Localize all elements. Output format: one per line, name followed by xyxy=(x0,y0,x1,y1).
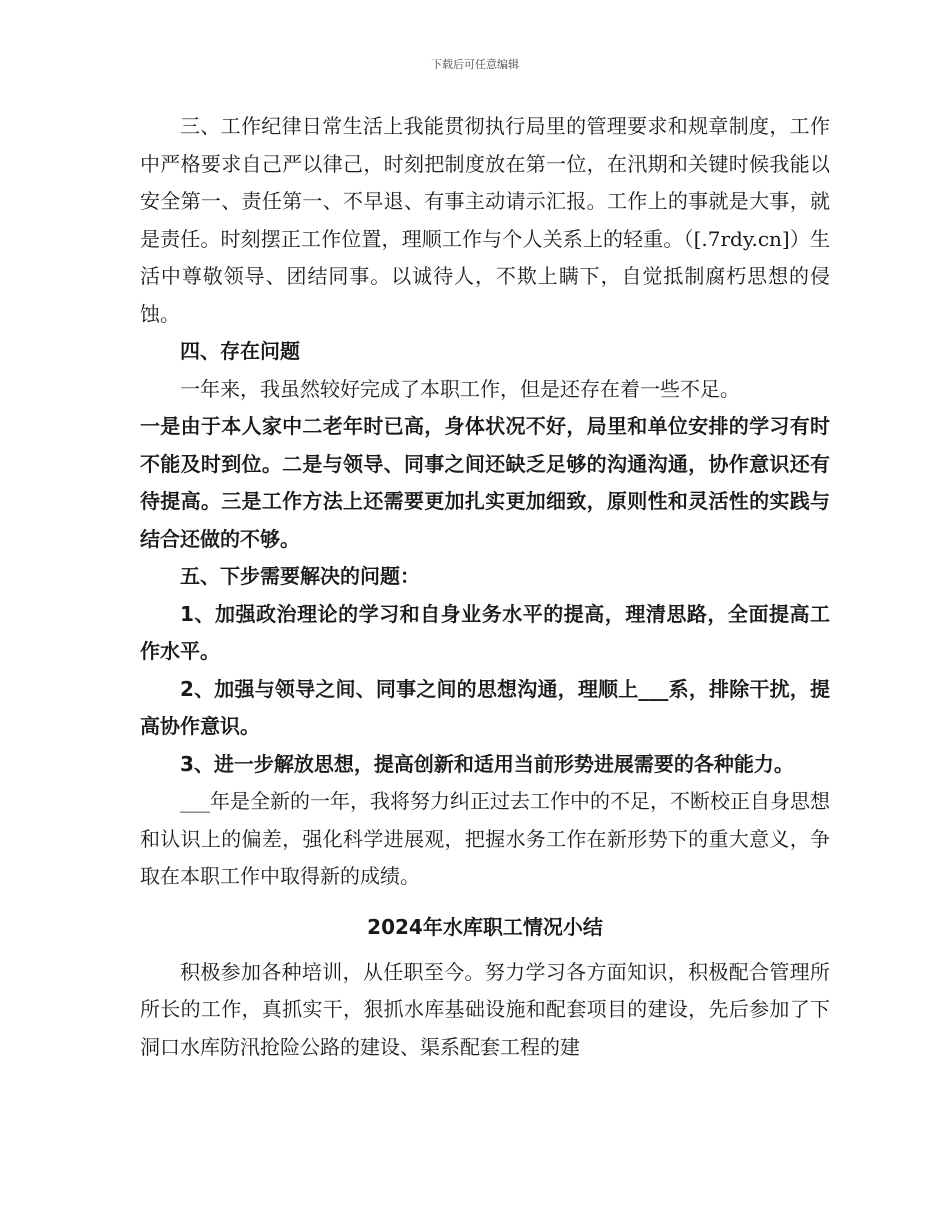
paragraph-intro-shortcomings: 一年来，我虽然较好完成了本职工作，但是还存在着一些不足。 xyxy=(180,376,740,401)
paragraph-next-step-2: 2、加强与领导之间、同事之间的思想沟通，理顺上___系，排除干扰，提高协作意识。 xyxy=(140,676,830,738)
paragraph-section-body: 积极参加各种培训，从任职至今。努力学习各方面知识，积极配合管理所所长的工作，真抓实干，狠抓水库基础设施和配套项目的建设，先后参加了下洞口水库防汛抢险公路的建设、渠系配套工程的建 xyxy=(140,959,830,1059)
page-header: 下载后可任意编辑 xyxy=(431,58,519,71)
heading-existing-problems: 四、存在问题 xyxy=(180,339,300,363)
section-title: 2024年水库职工情况小结 xyxy=(367,914,603,939)
paragraph-shortcomings-list: 一是由于本人家中二老年时已高，身体状况不好，局里和单位安排的学习有时不能及时到位。二是与领导、同事之间还缺乏足够的沟通沟通，协作意识还有待提高。三是工作方法上还需要更加扎实更加细致，原则性和灵活性的实践与结合还做的不够。 xyxy=(140,414,830,551)
paragraph-new-year: ___年是全新的一年，我将努力纠正过去工作中的不足，不断校正自身思想和认识上的偏差，强化科学进展观，把握水务工作在新形势下的重大意义，争取在本职工作中取得新的成绩。 xyxy=(140,789,830,888)
paragraph-next-step-1: 1、加强政治理论的学习和自身业务水平的提高，理清思路，全面提高工作水平。 xyxy=(140,601,830,663)
heading-next-steps: 五、下步需要解决的问题： xyxy=(180,564,420,588)
paragraph-next-step-3: 3、进一步解放思想，提高创新和适用当前形势进展需要的各种能力。 xyxy=(180,751,794,776)
paragraph-work-discipline: 三、工作纪律日常生活上我能贯彻执行局里的管理要求和规章制度，工作中严格要求自己严以律己，时刻把制度放在第一位，在汛期和关键时候我能以安全第一、责任第一、不早退、有事主动请示汇报。工作上的事就是大事，就是责任。时刻摆正工作位置，理顺工作与个人关系上的轻重。（[.7rdy.cn]）生活中尊敬领导、团结同事。以诚待人，不欺上瞒下，自觉抵制腐朽思想的侵蚀。 xyxy=(140,114,830,326)
document-body xyxy=(140,108,830,1066)
